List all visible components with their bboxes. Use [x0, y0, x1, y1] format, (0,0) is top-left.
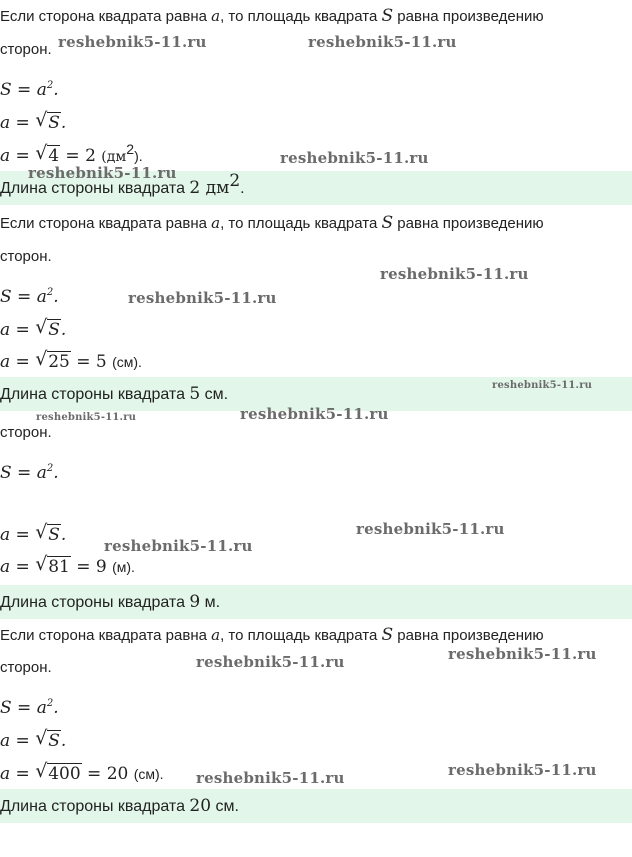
sqrt-symbol: [35, 524, 61, 546]
eq-text: = 5: [70, 352, 113, 372]
watermark-text: reshebnik5-11.ru: [448, 645, 597, 663]
watermark-text: reshebnik5-11.ru: [380, 265, 529, 283]
equation-area: [0, 286, 59, 308]
answer-text: Длина стороны квадрата: [0, 798, 190, 815]
eq-text: a =: [0, 113, 36, 133]
eq-text: a =: [0, 525, 36, 545]
answer-text: Длина стороны квадрата: [0, 594, 190, 611]
equation-sqrt: [0, 524, 66, 546]
answer-unit: дм: [200, 178, 230, 198]
eq-text: .: [60, 731, 67, 751]
radicand: S: [48, 731, 60, 751]
intro-text: , то площадь квадрата: [220, 8, 382, 25]
intro-line-2: сторон.: [0, 424, 52, 441]
radicand: 81: [48, 557, 70, 577]
eq-unit: (дм: [101, 149, 127, 165]
answer-unit: см.: [200, 386, 229, 403]
watermark-text: reshebnik5-11.ru: [492, 380, 593, 391]
var-s: S: [381, 6, 394, 26]
equation-area: [0, 697, 59, 719]
answer-text: Длина стороны квадрата: [0, 180, 190, 197]
eq-text: a =: [0, 352, 36, 372]
answer-row: [0, 585, 632, 619]
eq-unit-exp: 2: [126, 141, 135, 157]
intro-line: [0, 213, 544, 234]
sqrt-symbol: [35, 730, 61, 752]
sqrt-symbol: [35, 319, 61, 341]
var-a: a: [211, 214, 221, 232]
eq-text: .: [53, 463, 59, 483]
answer-value: 5: [189, 384, 201, 404]
watermark-text: reshebnik5-11.ru: [280, 149, 429, 167]
intro-text: Если сторона квадрата равна: [0, 8, 212, 25]
var-a: a: [211, 7, 221, 25]
equation-result: [0, 556, 135, 578]
eq-unit: (см).: [112, 354, 142, 370]
radicand: 25: [48, 352, 70, 372]
intro-line-2: сторон.: [0, 41, 52, 58]
eq-text: S = a: [0, 698, 47, 718]
eq-text: = 2: [60, 146, 102, 166]
watermark-text: reshebnik5-11.ru: [356, 520, 505, 538]
eq-text: .: [53, 80, 59, 100]
answer-unit-exp: 2: [229, 171, 241, 191]
eq-text: a =: [0, 764, 36, 784]
watermark-text: reshebnik5-11.ru: [58, 33, 207, 51]
sqrt-symbol: [35, 763, 81, 785]
watermark-text: reshebnik5-11.ru: [448, 761, 597, 779]
eq-exp: 2: [46, 698, 54, 709]
equation-area: [0, 462, 59, 484]
intro-line-2: сторон.: [0, 659, 52, 676]
radicand: 400: [48, 764, 81, 784]
eq-exp: 2: [46, 80, 54, 91]
equation-result: [0, 763, 164, 785]
eq-text: = 9: [70, 557, 113, 577]
eq-text: S = a: [0, 80, 47, 100]
equation-result: [0, 351, 142, 373]
eq-text: .: [60, 525, 67, 545]
var-a: a: [211, 626, 221, 644]
equation-sqrt: [0, 730, 66, 752]
sqrt-symbol: [35, 112, 61, 134]
eq-text: .: [60, 320, 67, 340]
sqrt-symbol: [35, 351, 71, 373]
intro-text: , то площадь квадрата: [220, 215, 382, 232]
answer-text: .: [240, 180, 245, 197]
watermark-text: reshebnik5-11.ru: [196, 653, 345, 671]
eq-text: S = a: [0, 463, 47, 483]
watermark-text: reshebnik5-11.ru: [240, 405, 389, 423]
answer-text: Длина стороны квадрата: [0, 386, 190, 403]
radicand: S: [48, 113, 60, 133]
intro-line: [0, 625, 544, 646]
radicand: 4: [48, 146, 60, 166]
eq-text: a =: [0, 731, 36, 751]
watermark-text: reshebnik5-11.ru: [308, 33, 457, 51]
eq-unit: ).: [134, 148, 143, 164]
watermark-text: reshebnik5-11.ru: [28, 164, 177, 182]
answer-value: 20: [189, 796, 212, 816]
answer-value: 9: [189, 592, 201, 612]
intro-text: равна произведению: [393, 8, 544, 25]
eq-unit: (см).: [133, 766, 164, 782]
eq-text: a =: [0, 320, 36, 340]
intro-line-2: сторон.: [0, 248, 52, 265]
sqrt-symbol: [35, 556, 71, 578]
eq-exp: 2: [46, 463, 54, 474]
equation-sqrt: [0, 112, 66, 134]
watermark-text: reshebnik5-11.ru: [104, 537, 253, 555]
equation-area: [0, 79, 59, 101]
intro-text: Если сторона квадрата равна: [0, 215, 212, 232]
eq-text: a =: [0, 146, 36, 166]
watermark-text: reshebnik5-11.ru: [128, 289, 277, 307]
radicand: S: [48, 525, 60, 545]
eq-text: = 20: [81, 764, 134, 784]
var-s: S: [381, 213, 394, 233]
answer-value: 2: [189, 178, 201, 198]
radicand: S: [48, 320, 60, 340]
var-s: S: [381, 625, 394, 645]
answer-unit: см.: [211, 798, 239, 815]
eq-text: .: [60, 113, 67, 133]
eq-exp: 2: [46, 287, 54, 298]
answer-row: [0, 789, 632, 823]
eq-text: S = a: [0, 287, 47, 307]
eq-text: a =: [0, 557, 36, 577]
watermark-text: reshebnik5-11.ru: [36, 412, 137, 423]
eq-text: .: [53, 698, 59, 718]
equation-sqrt: [0, 319, 66, 341]
intro-text: равна произведению: [393, 627, 544, 644]
eq-unit: (м).: [112, 559, 135, 575]
intro-text: Если сторона квадрата равна: [0, 627, 212, 644]
answer-unit: м.: [200, 594, 221, 611]
eq-text: .: [53, 287, 59, 307]
intro-line: [0, 6, 544, 27]
intro-text: , то площадь квадрата: [220, 627, 382, 644]
watermark-text: reshebnik5-11.ru: [196, 769, 345, 787]
intro-text: равна произведению: [393, 215, 544, 232]
